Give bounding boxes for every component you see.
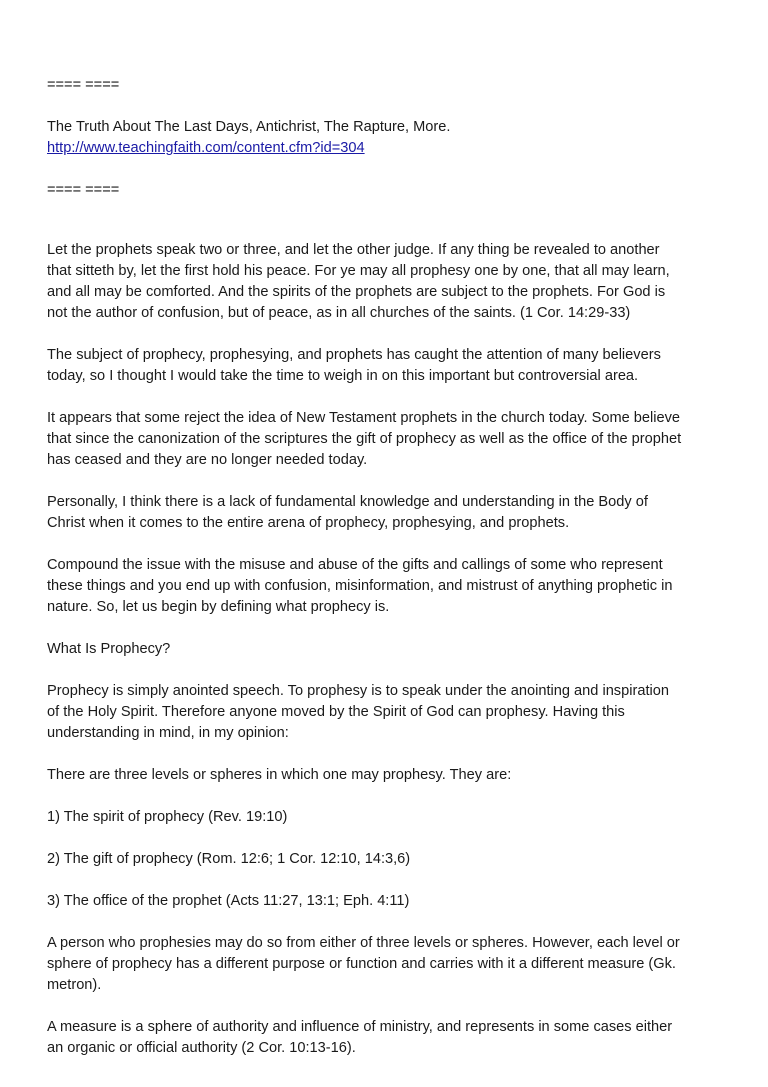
- paragraph-measure-definition: A measure is a sphere of authority and influence of ministry, and represents in some cases either an organic or official authority (2 Cor. 10:13-16).: [47, 1019, 673, 1056]
- section-heading-what-is-prophecy: What Is Prophecy?: [47, 641, 171, 657]
- paragraph-measure-levels: A person who prophesies may do so from either of three levels or spheres. However, each level or sphere of prophecy has a different purpose or function and carries with it a different measure (Gk. metron).: [47, 935, 680, 993]
- header-title: The Truth About The Last Days, Antichrist, The Rapture, More.: [47, 119, 451, 135]
- paragraph-scripture-quote: Let the prophets speak two or three, and let the other judge. If any thing be revealed to another that sitteth by, let the first hold his peace. For ye may all prophesy one by one, that all may learn, and all may be comforted. And the spirits of the prophets are subject to the prophets. For God is not the author of confusion, but of peace, as in all churches of the saints. (1 Cor. 14:29-33): [47, 242, 670, 321]
- header-link[interactable]: http://www.teachingfaith.com/content.cfm?id=304: [47, 140, 365, 156]
- paragraph-three-levels: There are three levels or spheres in which one may prophesy. They are:: [47, 767, 512, 783]
- list-item-gift-of-prophecy: 2) The gift of prophecy (Rom. 12:6; 1 Cor. 12:10, 14:3,6): [47, 851, 411, 867]
- paragraph-compound: Compound the issue with the misuse and abuse of the gifts and callings of some who represent these things and you end up with confusion, misinformation, and mistrust of anything prophetic in nature. So, let us begin by defining what prophecy is.: [47, 557, 673, 615]
- paragraph-reject: It appears that some reject the idea of New Testament prophets in the church today. Some believe that since the canonization of the scriptures the gift of prophecy as well as the office of the prophet has ceased and they are no longer needed today.: [47, 410, 682, 468]
- list-item-spirit-of-prophecy: 1) The spirit of prophecy (Rev. 19:10): [47, 809, 288, 825]
- list-item-office-of-prophet: 3) The office of the prophet (Acts 11:27, 13:1; Eph. 4:11): [47, 893, 410, 909]
- paragraph-definition: Prophecy is simply anointed speech. To prophesy is to speak under the anointing and inspiration of the Holy Spirit. Therefore anyone moved by the Spirit of God can prophesy. Having this understanding in mind, in my opinion:: [47, 683, 669, 741]
- paragraph-personally: Personally, I think there is a lack of fundamental knowledge and understanding in the Body of Christ when it comes to the entire arena of prophecy, prophesying, and prophets.: [47, 494, 648, 531]
- header-link-line: [47, 138, 727, 159]
- separator-bottom: ==== ====: [47, 182, 120, 198]
- separator-top: ==== ====: [47, 77, 120, 93]
- paragraph-subject: The subject of prophecy, prophesying, and prophets has caught the attention of many believers today, so I thought I would take the time to weigh in on this important but controversial area.: [47, 347, 661, 384]
